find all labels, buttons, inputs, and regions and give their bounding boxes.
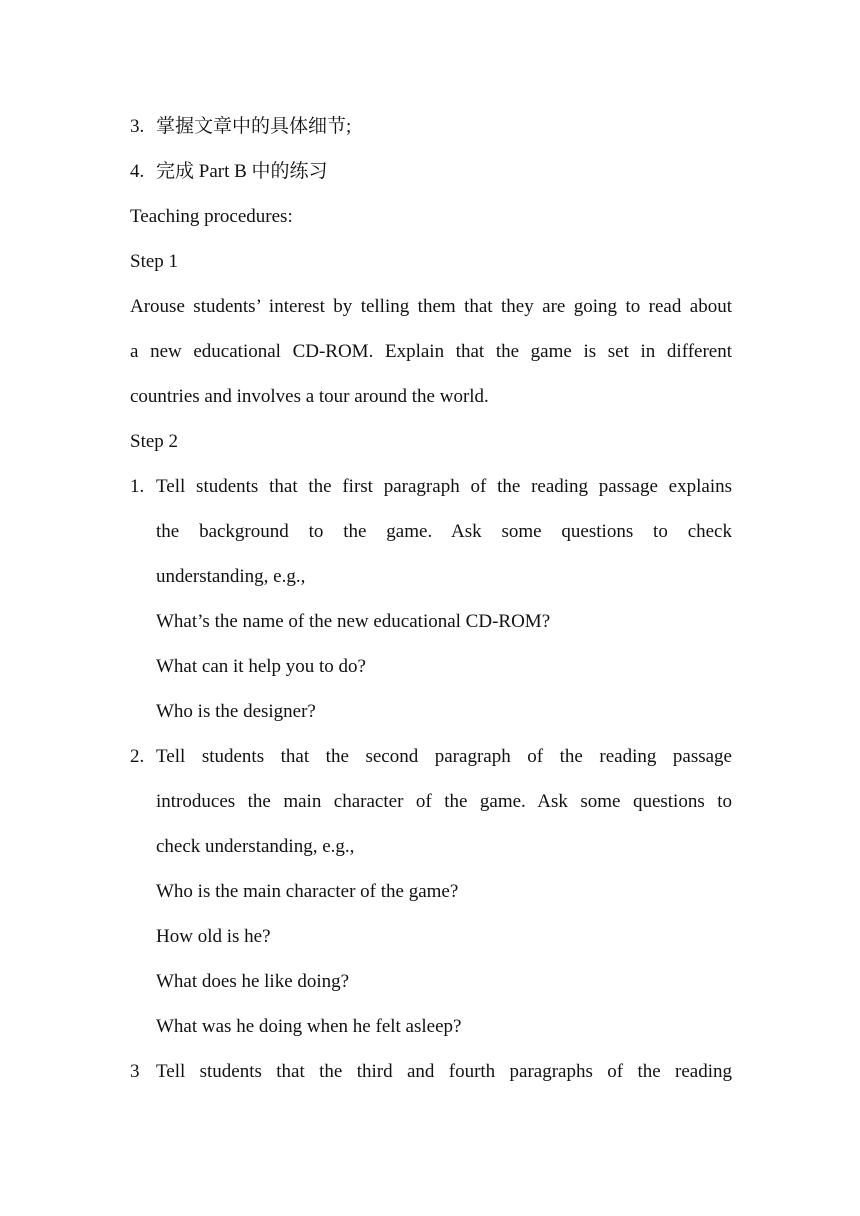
item-number: 1. bbox=[130, 476, 145, 497]
objective-text: 完成 Part B 中的练习 bbox=[156, 161, 328, 182]
question-line: What was he doing when he felt asleep? bbox=[156, 1016, 462, 1037]
step1-paragraph-line: a new educational CD-ROM. Explain that the game is set in different bbox=[130, 341, 732, 362]
objective-number: 3. bbox=[130, 116, 145, 137]
document-page bbox=[130, 104, 732, 1094]
item-line: the background to the game. Ask some questions to check bbox=[156, 521, 732, 542]
item-line: Tell students that the second paragraph of the reading passage bbox=[156, 746, 732, 767]
item-line: check understanding, e.g., bbox=[156, 836, 355, 857]
objective-item bbox=[130, 104, 732, 149]
objective-number: 4. bbox=[130, 161, 145, 182]
item-body bbox=[156, 464, 732, 734]
question-line: What’s the name of the new educational CD-ROM? bbox=[156, 611, 551, 632]
item-body bbox=[156, 1049, 732, 1094]
procedures-heading: Teaching procedures: bbox=[130, 206, 293, 227]
item-line: understanding, e.g., bbox=[156, 566, 306, 587]
item-number: 3 bbox=[130, 1061, 140, 1082]
step1-heading: Step 1 bbox=[130, 251, 179, 272]
item-line: introduces the main character of the game. Ask some questions to bbox=[156, 791, 732, 812]
item-line: Tell students that the first paragraph of the reading passage explains bbox=[156, 476, 732, 497]
step1-paragraph-line: countries and involves a tour around the world. bbox=[130, 386, 489, 407]
step1-paragraph-line: Arouse students’ interest by telling them that they are going to read about bbox=[130, 296, 732, 317]
step2-heading: Step 2 bbox=[130, 431, 179, 452]
question-line: What can it help you to do? bbox=[156, 656, 366, 677]
question-line: Who is the main character of the game? bbox=[156, 881, 459, 902]
step2-item-3 bbox=[130, 1049, 732, 1094]
question-line: What does he like doing? bbox=[156, 971, 350, 992]
item-body bbox=[156, 734, 732, 1049]
objective-text: 掌握文章中的具体细节; bbox=[156, 116, 352, 137]
question-line: Who is the designer? bbox=[156, 701, 316, 722]
step2-item-2 bbox=[130, 734, 732, 1049]
objective-item bbox=[130, 149, 732, 194]
item-line: Tell students that the third and fourth paragraphs of the reading bbox=[156, 1061, 732, 1082]
step2-item-1 bbox=[130, 464, 732, 734]
question-line: How old is he? bbox=[156, 926, 271, 947]
item-number: 2. bbox=[130, 746, 145, 767]
